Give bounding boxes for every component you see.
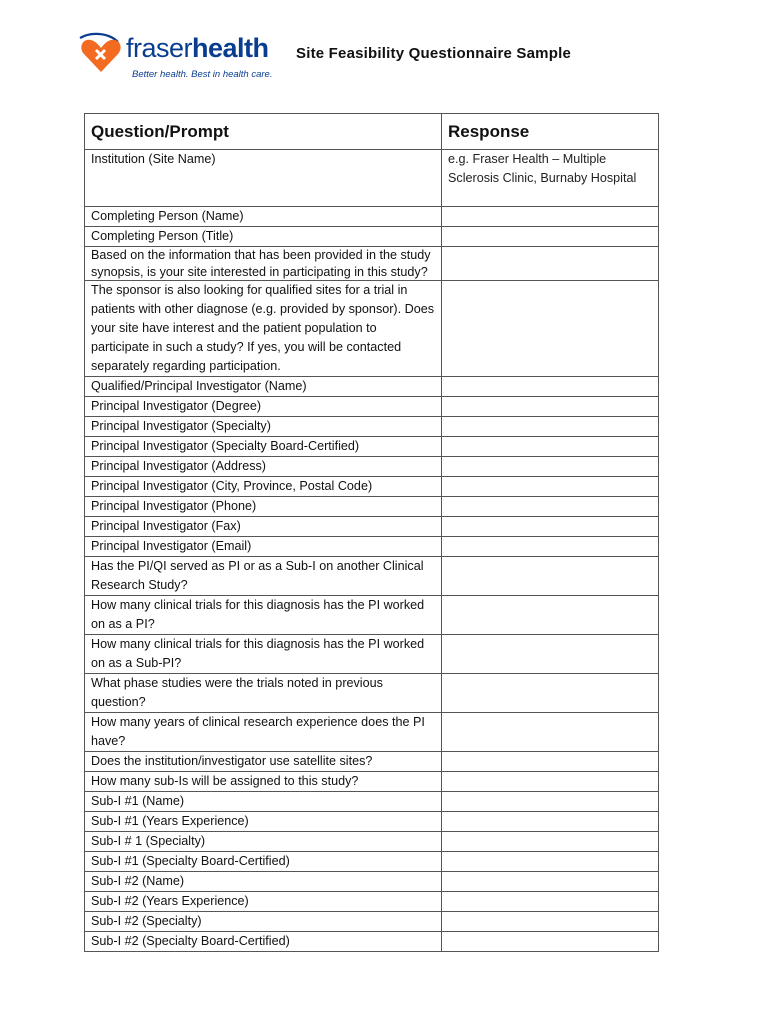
table-row (85, 752, 659, 772)
page-title: Site Feasibility Questionnaire Sample (296, 45, 571, 62)
fraser-health-logo (74, 30, 273, 86)
table-row (85, 713, 659, 752)
question-cell: Completing Person (Title) (85, 227, 442, 247)
response-cell[interactable] (442, 912, 659, 932)
table-row (85, 792, 659, 812)
response-cell[interactable] (442, 457, 659, 477)
response-cell[interactable] (442, 207, 659, 227)
response-cell[interactable] (442, 377, 659, 397)
table-header-row (85, 114, 659, 150)
response-cell[interactable] (442, 477, 659, 497)
question-cell: How many clinical trials for this diagnosis has the PI worked on as a Sub-PI? (85, 635, 442, 674)
response-cell[interactable] (442, 497, 659, 517)
logo-tagline: Better health. Best in health care. (132, 69, 273, 80)
response-cell[interactable] (442, 635, 659, 674)
column-header-question: Question/Prompt (85, 114, 442, 150)
response-cell[interactable] (442, 674, 659, 713)
response-cell[interactable] (442, 537, 659, 557)
table-row (85, 812, 659, 832)
response-cell[interactable] (442, 812, 659, 832)
question-cell: Sub-I #1 (Name) (85, 792, 442, 812)
table-row (85, 247, 659, 281)
question-cell: Sub-I #2 (Years Experience) (85, 892, 442, 912)
table-row (85, 912, 659, 932)
question-cell: Qualified/Principal Investigator (Name) (85, 377, 442, 397)
table-row (85, 537, 659, 557)
table-row (85, 517, 659, 537)
table-row (85, 227, 659, 247)
question-cell: What phase studies were the trials noted in previous question? (85, 674, 442, 713)
response-cell[interactable] (442, 247, 659, 281)
question-cell: Principal Investigator (Email) (85, 537, 442, 557)
response-cell[interactable] (442, 596, 659, 635)
response-cell[interactable] (442, 227, 659, 247)
table-row (85, 557, 659, 596)
question-cell: Principal Investigator (City, Province, Postal Code) (85, 477, 442, 497)
question-cell: How many years of clinical research experience does the PI have? (85, 713, 442, 752)
table-row (85, 772, 659, 792)
response-cell[interactable] (442, 417, 659, 437)
heart-logo-icon (74, 32, 128, 76)
question-cell: Institution (Site Name) (85, 150, 442, 207)
response-cell[interactable] (442, 892, 659, 912)
response-cell[interactable] (442, 832, 659, 852)
question-cell: Principal Investigator (Fax) (85, 517, 442, 537)
question-cell: Does the institution/investigator use satellite sites? (85, 752, 442, 772)
question-cell: Sub-I #2 (Specialty) (85, 912, 442, 932)
response-cell[interactable] (442, 437, 659, 457)
question-cell: Principal Investigator (Address) (85, 457, 442, 477)
table-row (85, 397, 659, 417)
table-row (85, 832, 659, 852)
table-row (85, 457, 659, 477)
question-cell: Principal Investigator (Degree) (85, 397, 442, 417)
question-cell: Sub-I #2 (Name) (85, 872, 442, 892)
response-cell[interactable] (442, 872, 659, 892)
question-cell: Sub-I #1 (Specialty Board-Certified) (85, 852, 442, 872)
response-cell[interactable] (442, 772, 659, 792)
response-cell[interactable] (442, 792, 659, 812)
column-header-response: Response (442, 114, 659, 150)
table-row (85, 150, 659, 207)
question-cell: How many clinical trials for this diagnosis has the PI worked on as a PI? (85, 596, 442, 635)
response-cell[interactable] (442, 397, 659, 417)
response-cell[interactable]: e.g. Fraser Health – Multiple Sclerosis Clinic, Burnaby Hospital (442, 150, 659, 207)
question-cell: How many sub-Is will be assigned to this study? (85, 772, 442, 792)
table-row (85, 377, 659, 397)
table-row (85, 437, 659, 457)
response-cell[interactable] (442, 557, 659, 596)
question-cell: Principal Investigator (Specialty) (85, 417, 442, 437)
response-cell[interactable] (442, 932, 659, 952)
question-cell: Sub-I #2 (Specialty Board-Certified) (85, 932, 442, 952)
table-row (85, 596, 659, 635)
response-cell[interactable] (442, 713, 659, 752)
table-row (85, 207, 659, 227)
question-cell: Principal Investigator (Specialty Board-Certified) (85, 437, 442, 457)
table-row (85, 635, 659, 674)
table-row (85, 872, 659, 892)
table-row (85, 892, 659, 912)
response-cell[interactable] (442, 852, 659, 872)
table-row (85, 932, 659, 952)
question-cell: Sub-I # 1 (Specialty) (85, 832, 442, 852)
question-cell: The sponsor is also looking for qualified sites for a trial in patients with other diagnose (e.g. provided by sponsor). Does your site have interest and the patient population to participate in such a study? If yes, you will be contacted separately regarding participation. (85, 281, 442, 377)
response-cell[interactable] (442, 517, 659, 537)
question-cell: Has the PI/QI served as PI or as a Sub-I on another Clinical Research Study? (85, 557, 442, 596)
question-cell: Completing Person (Name) (85, 207, 442, 227)
questionnaire-table (84, 113, 659, 952)
table-row (85, 852, 659, 872)
table-row (85, 477, 659, 497)
table-row (85, 281, 659, 377)
question-cell: Based on the information that has been provided in the study synopsis, is your site interested in participating in this study? (85, 247, 442, 281)
table-row (85, 674, 659, 713)
question-cell: Sub-I #1 (Years Experience) (85, 812, 442, 832)
logo-wordmark: fraserhealth (126, 33, 269, 63)
question-cell: Principal Investigator (Phone) (85, 497, 442, 517)
table-row (85, 417, 659, 437)
response-cell[interactable] (442, 752, 659, 772)
response-cell[interactable] (442, 281, 659, 377)
table-row (85, 497, 659, 517)
